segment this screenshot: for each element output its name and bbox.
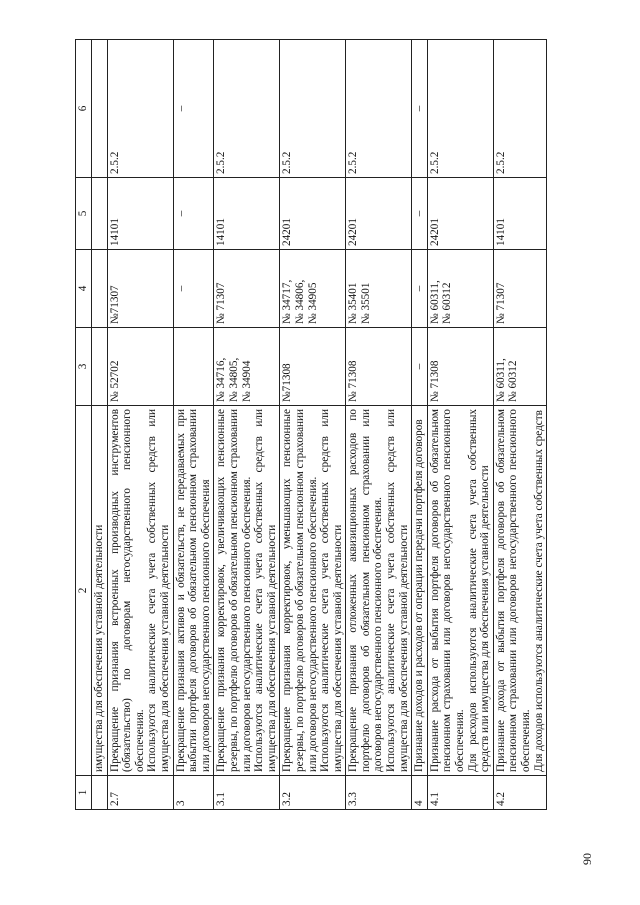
description-paragraph: Признание дохода от выбытия портфеля договоров об обязательном пенсионном страховании или договоров негосударственного пенсионного обеспечения. [494, 409, 532, 772]
col4-value: № 34905 [306, 282, 319, 324]
description-cell [427, 406, 493, 776]
table-row [493, 40, 546, 810]
col4-value: №71307 [108, 285, 121, 324]
description-paragraph: Используются аналитические счета учета собственных средств или имущества для обеспечения уставной деятельности [319, 409, 344, 772]
col6-cell [173, 40, 214, 178]
col3-cell [346, 328, 412, 406]
col3-value: № 71308 [347, 360, 360, 402]
col5-value: – [174, 210, 187, 217]
table-row [173, 40, 214, 810]
col3-cell [173, 328, 214, 406]
row-number-cell: 4 [412, 776, 428, 810]
table-row [346, 40, 412, 810]
col5-cell [173, 178, 214, 250]
description-paragraph: Для доходов используются аналитические счета учета собственных средств [532, 410, 545, 772]
header-cell: 1 [76, 776, 92, 810]
header-cell: 2 [76, 406, 92, 776]
table-row [412, 40, 428, 810]
col3-cell [412, 328, 428, 406]
col3-value: – [413, 363, 426, 370]
empty-cell [92, 250, 108, 328]
col3-cell [214, 328, 280, 406]
col4-cell [173, 250, 214, 328]
empty-cell [92, 40, 108, 178]
description-cell [346, 406, 412, 776]
description-cell [214, 406, 280, 776]
col6-value: 2.5.2 [281, 151, 294, 174]
description-paragraph: Прекращение признания встроенных производных инструментов (обязательство) по договорам негосударственного пенсионного обеспечения. [108, 409, 146, 772]
col6-cell [493, 40, 546, 178]
col3-value: № 60311, [494, 358, 507, 402]
col5-value: 14101 [494, 218, 507, 246]
col3-value: № 34805, [227, 357, 240, 402]
col4-cell [493, 250, 546, 328]
description-cell [280, 406, 346, 776]
col5-cell [493, 178, 546, 250]
col4-cell [107, 250, 173, 328]
header-row [76, 40, 92, 810]
row-number-cell: 4.1 [427, 776, 493, 810]
col6-cell [214, 40, 280, 178]
empty-cell [92, 178, 108, 250]
description-paragraph: Прекращение признания корректировок, увеличивающих пенсионные резервы, по портфелю договоров об обязательном пенсионном страховании или договоров негосударственного пенсионного обеспечения. [215, 409, 253, 772]
col4-value: № 34717, [281, 279, 294, 324]
col4-value: – [413, 285, 426, 292]
col3-value: №71308 [281, 363, 294, 402]
col6-value: 2.5.2 [494, 151, 507, 174]
col3-value: № 71308 [428, 360, 441, 402]
header-cell: 6 [76, 40, 92, 178]
row-number-cell: 3.2 [280, 776, 346, 810]
col3-cell [107, 328, 173, 406]
col5-cell [412, 178, 428, 250]
col5-cell [427, 178, 493, 250]
col4-value: – [174, 285, 187, 292]
col5-value: 14101 [108, 218, 121, 246]
description-paragraph: Прекращение признания отложенных аквизиционных расходов по портфелю договоров об обязательном пенсионном страховании или договоров негосударственного пенсионного обеспечения. [347, 409, 385, 772]
col6-value: 2.5.2 [347, 151, 360, 174]
description-paragraph: Используются аналитические счета учета собственных средств или имущества для обеспечения уставной деятельности [146, 409, 171, 772]
description-cell [107, 406, 173, 776]
empty-cell [92, 328, 108, 406]
col6-cell [107, 40, 173, 178]
col5-value: 24201 [347, 218, 360, 246]
col6-cell [280, 40, 346, 178]
col4-value: № 60312 [441, 282, 454, 324]
col3-cell [427, 328, 493, 406]
intro-number-cell [92, 776, 108, 810]
col3-value: № 34904 [240, 360, 253, 402]
col5-value: 24201 [428, 218, 441, 246]
page-number: 90 [580, 853, 594, 865]
col4-value: № 71307 [215, 282, 228, 324]
col4-value: № 34806, [293, 279, 306, 324]
col4-cell [427, 250, 493, 328]
col6-value: 2.5.2 [215, 151, 228, 174]
col5-cell [107, 178, 173, 250]
intro-row [92, 40, 108, 810]
col3-value: № 60312 [507, 360, 520, 402]
description-cell [412, 406, 428, 776]
description-paragraph: Признание доходов и расходов от операции передачи портфеля договоров [413, 419, 426, 772]
col6-value: 2.5.2 [428, 151, 441, 174]
description-paragraph: Для расходов используются аналитические счета учета собственных средств или имущества для обеспечения уставной деятельности [466, 409, 492, 772]
row-number-cell: 3.3 [346, 776, 412, 810]
description-paragraph: Используются аналитические счета учета собственных средств или имущества для обеспечения уставной деятельности [253, 409, 278, 772]
col6-cell [346, 40, 412, 178]
table-row [280, 40, 346, 810]
table-row [427, 40, 493, 810]
col4-cell [346, 250, 412, 328]
col5-cell [280, 178, 346, 250]
description-cell [173, 406, 214, 776]
col5-value: 14101 [215, 218, 228, 246]
col4-value: № 35501 [359, 282, 372, 324]
col4-value: № 60311, [428, 280, 441, 324]
description-cell [493, 406, 546, 776]
col5-value: – [413, 210, 426, 217]
col5-cell [346, 178, 412, 250]
col6-cell [427, 40, 493, 178]
description-paragraph: Прекращение признания корректировок, уменьшающих пенсионные резервы, по портфелю договоров об обязательном пенсионном страховании или договоров негосударственного пенсионного обеспечения. [281, 409, 319, 772]
row-number-cell: 3 [173, 776, 214, 810]
table-row [107, 40, 173, 810]
row-number-cell: 3.1 [214, 776, 280, 810]
col3-value: № 52702 [108, 360, 121, 402]
col4-value: № 35401 [347, 282, 360, 324]
table-row [214, 40, 280, 810]
col6-value: – [413, 105, 426, 112]
col6-value: 2.5.2 [108, 151, 121, 174]
header-cell: 5 [76, 178, 92, 250]
col4-cell [412, 250, 428, 328]
col5-value: 24201 [281, 218, 294, 246]
col4-cell [280, 250, 346, 328]
row-number-cell: 2.7 [107, 776, 173, 810]
description-paragraph: Прекращение признания активов и обязательств, не передаваемых при выбытии портфеля договоров об обязательном пенсионном страховании или договоров негосударственного пенсионного обеспечения [174, 409, 212, 772]
col3-value: № 34716, [215, 357, 228, 402]
col6-value: – [174, 105, 187, 112]
description-paragraph: Используются аналитические счета учета собственных средств или имущества для обеспечения уставной деятельности [385, 409, 410, 772]
header-cell: 4 [76, 250, 92, 328]
description-paragraph: Признание расхода от выбытия портфеля договоров об обязательном пенсионном страховании или договоров негосударственного пенсионного обеспечения. [428, 409, 467, 772]
row-number-cell: 4.2 [493, 776, 546, 810]
col5-cell [214, 178, 280, 250]
intro-text-cell: имущества для обеспечения уставной деятельности [92, 406, 108, 776]
col4-value: № 71307 [494, 282, 507, 324]
col4-cell [214, 250, 280, 328]
header-cell: 3 [76, 328, 92, 406]
accounting-entries-table [75, 39, 547, 810]
col3-cell [493, 328, 546, 406]
col3-cell [280, 328, 346, 406]
col6-cell [412, 40, 428, 178]
